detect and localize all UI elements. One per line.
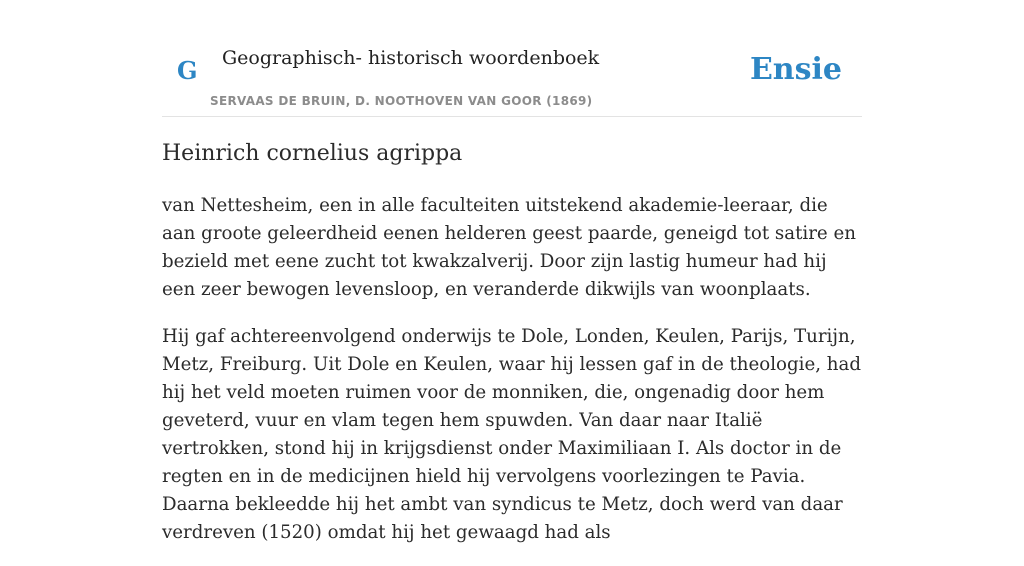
entry-paragraph: Hij gaf achtereenvolgend onderwijs te Dole, Londen, Keulen, Parijs, Turijn, Metz, Freiburg. Uit Dole en Keulen, waar hij lessen gaf in de theologie, had hij het veld moeten ruimen voor de monniken, die, ongenadig door hem geveterd, vuur en vlam tegen hem spuwden. Van daar naar Italië vertrokken, stond hij in krijgsdienst onder Maximiliaan I. Als doctor in de regten en in de medicijnen hield hij vervolgens voorlezingen te Pavia. Daarna bekleedde hij het ambt van syndicus te Metz, doch werd van daar verdreven (1520) omdat hij het gewaagd had als	[162, 326, 861, 543]
entry-title: Heinrich cornelius agrippa	[162, 141, 463, 166]
book-header	[162, 36, 862, 117]
ensie-logo-link[interactable]: Ensie	[749, 52, 842, 87]
book-title-link[interactable]: Geographisch- historisch woordenboek	[222, 47, 600, 69]
entry-body	[162, 192, 862, 566]
book-meta: SERVAAS DE BRUIN, D. NOOTHOVEN VAN GOOR (1869)	[210, 94, 593, 108]
entry-paragraph: van Nettesheim, een in alle faculteiten uitstekend akademie-leeraar, die aan groote geleerdheid eenen helderen geest paarde, geneigd tot satire en bezield met eene zucht tot kwakzalverij. Door zijn lastig humeur had hij een zeer bewogen levensloop, en veranderde dikwijls van woonplaats.	[162, 195, 856, 300]
book-letter-icon[interactable]: G	[177, 56, 198, 85]
